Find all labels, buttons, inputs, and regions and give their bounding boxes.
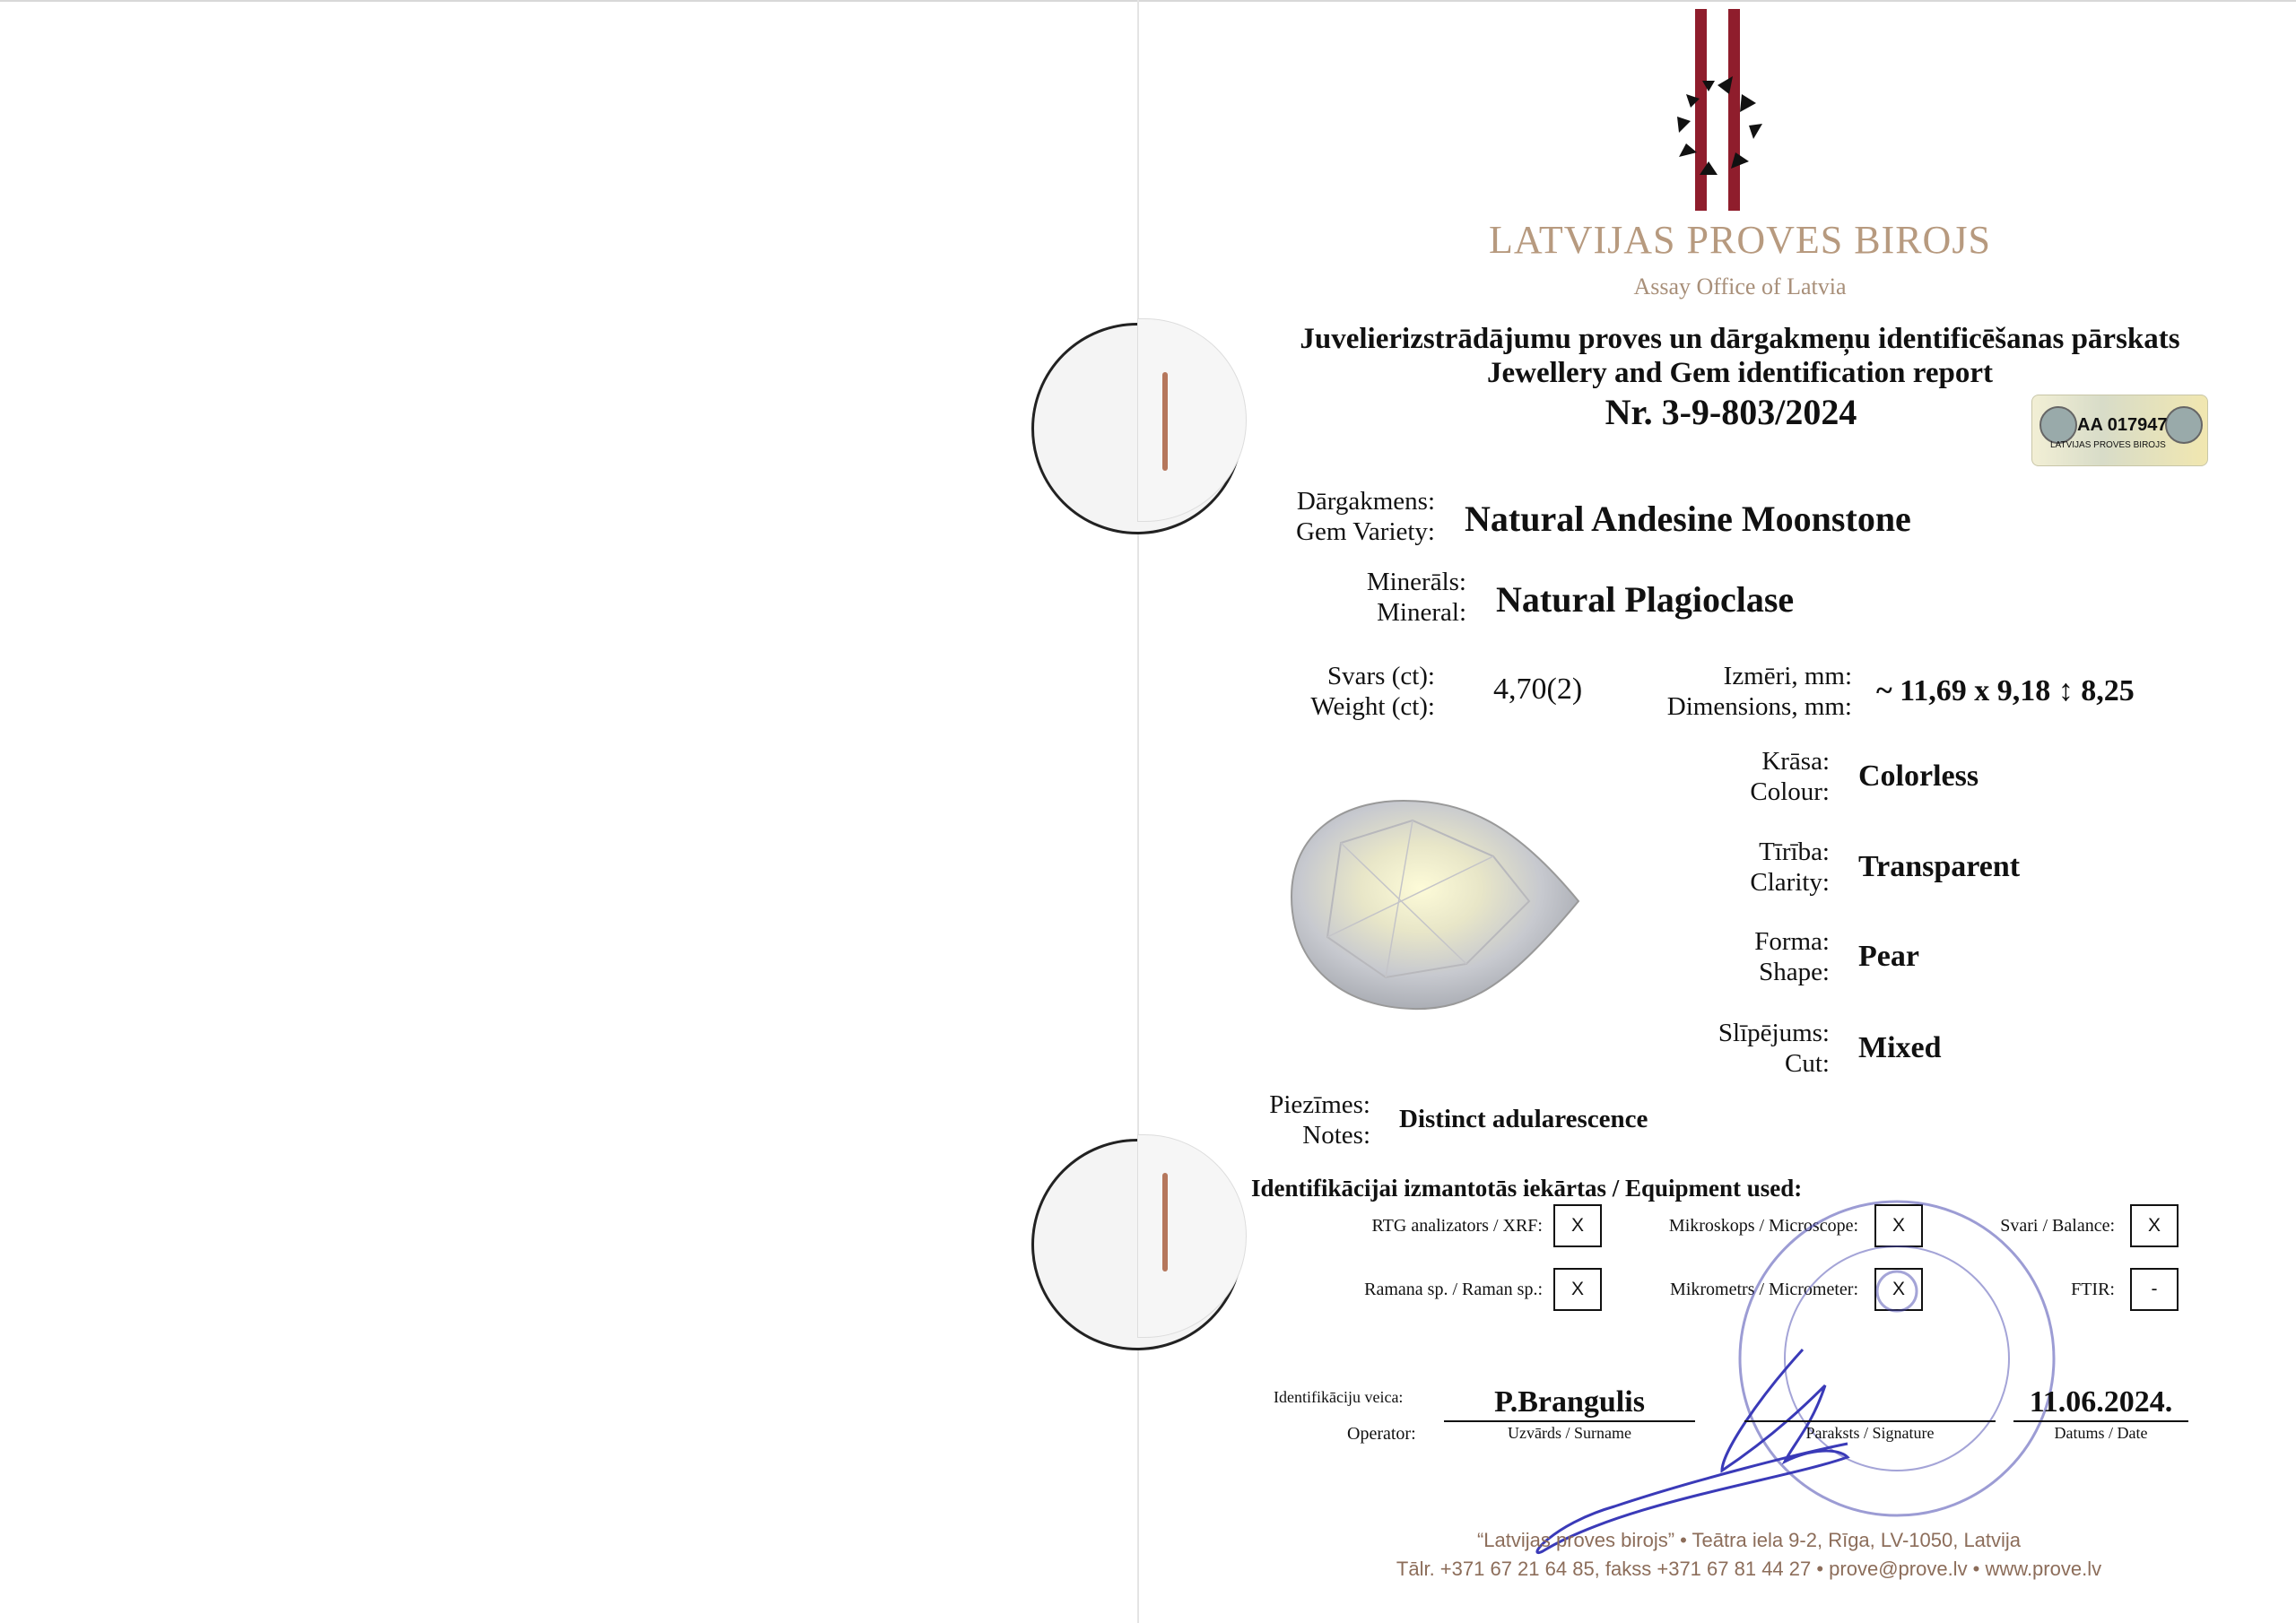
weight-label-lv: Svars (ct): [1327,662,1435,690]
equipment-balance-checkbox: X [2130,1204,2179,1247]
notes-value: Distinct adularescence [1399,1105,1648,1133]
gem-variety-label [1238,486,1435,547]
equipment-ftir-label: FTIR: [2071,1280,2115,1299]
binder-flap-top [1137,318,1247,522]
dimensions-label-lv: Izmēri, mm: [1723,662,1852,690]
clarity-value: Transparent [1858,850,2021,883]
binder-flap-bottom [1137,1134,1247,1338]
date-label: Datums / Date [2054,1424,2148,1442]
mineral-label-lv: Minerāls: [1366,568,1466,596]
weight-label-en: Weight (ct): [1310,692,1435,721]
report-date: 11.06.2024. [2029,1385,2173,1419]
handwritten-signature [1516,1345,1982,1560]
clarity-label-lv: Tīrība: [1759,838,1830,866]
signature-label: Paraksts / Signature [1805,1424,1935,1442]
footer-contacts: Tālr. +371 67 21 64 85, fakss +371 67 81 44 27 • prove@prove.lv • www.prove.lv [1396,1558,2102,1580]
page-fold [1137,0,1139,1623]
report-title-en: Jewellery and Gem identification report [1487,357,1993,389]
clarity-label [1650,837,1830,898]
clarity-label-en: Clarity: [1750,868,1830,897]
colour-label-lv: Krāsa: [1761,747,1830,776]
report-title-lv: Juvelierizstrādājumu proves un dārgakmeņu identificēšanas pārskats [1300,323,2180,355]
date-line [2013,1420,2188,1422]
cut-value: Mixed [1858,1031,1942,1064]
equipment-xrf-label: RTG analizators / XRF: [1371,1216,1543,1236]
assay-office-logo [1659,9,1785,211]
operator-label: Operator: [1347,1424,1416,1444]
cut-label [1650,1018,1830,1079]
binder-pin-top [1162,372,1168,471]
shape-value: Pear [1858,940,1919,973]
notes-label-lv: Piezīmes: [1269,1090,1370,1119]
gem-variety-label-lv: Dārgakmens: [1296,487,1435,516]
surname-label: Uzvārds / Surname [1508,1424,1631,1442]
gem-photo [1287,794,1583,1018]
cut-label-en: Cut: [1785,1049,1830,1078]
notes-label-en: Notes: [1302,1121,1370,1150]
equipment-microscope-checkbox: X [1874,1204,1923,1247]
weight-value: 4,70(2) [1493,673,1583,706]
identified-by-label: Identifikāciju veica: [1274,1388,1404,1406]
footer-address: “Latvijas proves birojs” • Teātra iela 9-2, Rīga, LV-1050, Latvija [1476,1529,2022,1551]
mineral-label-en: Mineral: [1377,598,1466,627]
surname-line [1444,1420,1695,1422]
top-edge [0,0,2296,2]
binder-pin-bottom [1162,1173,1168,1271]
shape-label-lv: Forma: [1754,927,1830,956]
colour-value: Colorless [1858,759,1979,793]
weight-label [1256,661,1435,722]
dimensions-label [1596,661,1852,722]
operator-name: P.Brangulis [1494,1385,1645,1419]
organization-subtitle: Assay Office of Latvia [1633,273,1847,299]
dimensions-value: ~ 11,69 x 9,18 ↕ 8,25 [1876,674,2135,707]
equipment-microscope-label: Mikroskops / Microscope: [1668,1216,1858,1236]
equipment-title: Identifikācijai izmantotās iekārtas / Equipment used: [1251,1175,1803,1202]
mineral-value: Natural Plagioclase [1496,579,1795,620]
report-number: Nr. 3-9-803/2024 [1605,392,1857,432]
equipment-ftir-checkbox: - [2130,1268,2179,1311]
security-sticker [2031,395,2208,466]
equipment-micrometer-checkbox: X [1874,1268,1923,1311]
shape-label [1650,926,1830,987]
shape-label-en: Shape: [1759,958,1830,986]
equipment-micrometer-label: Mikrometrs / Micrometer: [1670,1280,1858,1299]
equipment-raman-label: Ramana sp. / Raman sp.: [1364,1280,1543,1299]
equipment-xrf-checkbox: X [1553,1204,1602,1247]
gem-variety-value: Natural Andesine Moonstone [1465,499,1911,539]
organization-name: LATVIJAS PROVES BIROJS [1489,218,1991,262]
equipment-balance-label: Svari / Balance: [2000,1216,2115,1236]
hologram-icon-right [2165,406,2203,444]
notes-label [1238,1089,1370,1150]
sticker-text: LATVIJAS PROVES BIROJS [2050,440,2166,450]
colour-label [1650,746,1830,807]
equipment-raman-checkbox: X [1553,1268,1602,1311]
gem-variety-label-en: Gem Variety: [1296,517,1435,546]
dimensions-label-en: Dimensions, mm: [1666,692,1852,721]
signature-line [1744,1420,1996,1422]
cut-label-lv: Slīpējums: [1718,1019,1830,1047]
colour-label-en: Colour: [1750,777,1830,806]
sticker-number: AA 017947 [2077,415,2168,435]
mineral-label [1274,567,1466,628]
hologram-icon [2039,406,2077,444]
